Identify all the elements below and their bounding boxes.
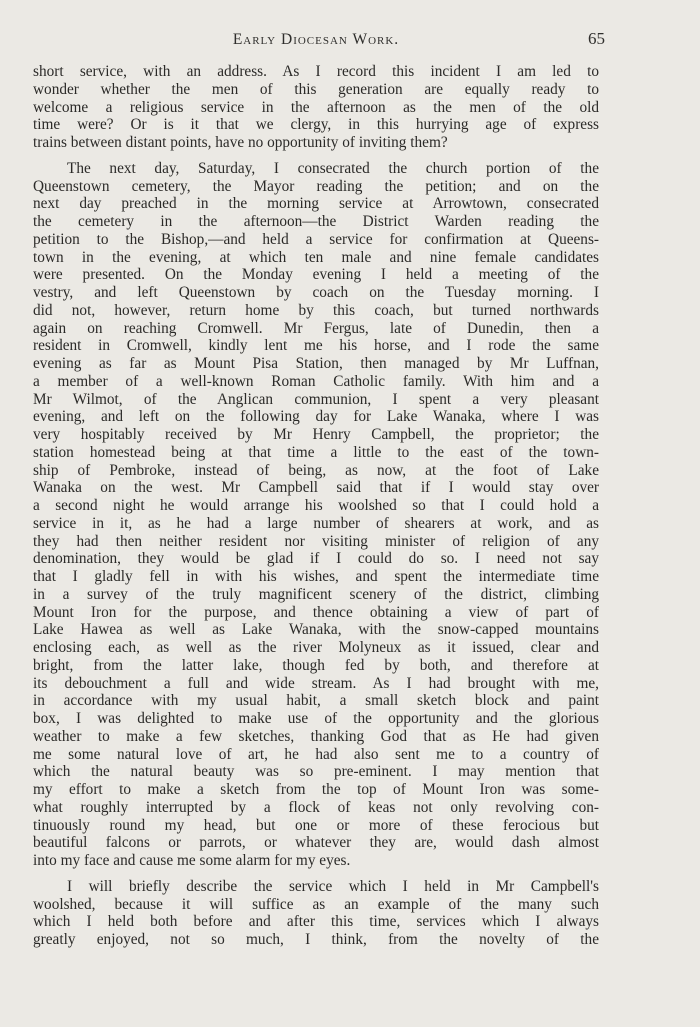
paragraph-3: [33, 878, 599, 949]
text-line: box, I was delighted to make use of the opportunity and the glorious: [33, 710, 599, 727]
text-line: town in the evening, at which ten male and nine female candidates: [33, 248, 599, 266]
text-line: station homestead being at that time a little to the east of the town-: [33, 443, 599, 461]
text-line: vestry, and left Queenstown by coach on the Tuesday morning. I: [33, 284, 599, 301]
text-line: did not, however, return home by this coach, but turned northwards: [33, 301, 599, 319]
text-line: petition to the Bishop,—and held a service for confirmation at Queens-: [33, 230, 599, 248]
text-line: which the natural beauty was so pre-eminent. I may mention that: [33, 763, 599, 781]
paragraph-1: [33, 63, 599, 152]
text-line: Lake Hawea as well as Lake Wanaka, with the snow-capped mountains: [33, 621, 599, 639]
text-line: welcome a religious service in the afternoon as the men of the old: [33, 98, 599, 116]
text-line: a second night he would arrange his woolshed so that I could hold a: [33, 497, 599, 514]
text-line: Mount Iron for the purpose, and thence obtaining a view of part of: [33, 603, 599, 621]
text-line: short service, with an address. As I record this incident I am led to: [33, 63, 599, 80]
text-line: Mr Wilmot, of the Anglican communion, I spent a very pleasant: [33, 390, 599, 408]
text-line: the cemetery in the afternoon—the District Warden reading the: [33, 213, 599, 230]
text-line: my effort to make a sketch from the top of Mount Iron was some-: [33, 781, 599, 798]
text-line: weather to make a few sketches, thanking God that as He had given: [33, 727, 599, 745]
text-line: they had then neither resident nor visiting minister of religion of any: [33, 532, 599, 550]
text-line: wonder whether the men of this generation are equally ready to: [33, 80, 599, 98]
paragraph-2: [33, 160, 599, 870]
text-line: resident in Cromwell, kindly lent me his horse, and I rode the same: [33, 337, 599, 355]
running-title: Early Diocesan Work.: [232, 31, 400, 48]
text-line: which I held both before and after this time, services which I always: [33, 913, 599, 931]
text-line: next day preached in the morning service at Arrowtown, consecrated: [33, 195, 599, 213]
text-line: The next day, Saturday, I consecrated the church portion of the: [67, 159, 599, 177]
text-line: evening as far as Mount Pisa Station, then managed by Mr Luffnan,: [33, 355, 599, 372]
text-line: greatly enjoyed, not so much, I think, from the novelty of the: [33, 931, 599, 948]
text-line: ship of Pembroke, instead of being, as now, at the foot of Lake: [33, 461, 599, 479]
text-line: Wanaka on the west. Mr Campbell said that if I would stay over: [33, 479, 599, 497]
text-line: into my face and cause me some alarm for my eyes.: [33, 852, 351, 869]
text-line: me some natural love of art, he had also sent me to a country of: [33, 745, 599, 763]
text-line: Queenstown cemetery, the Mayor reading the petition; and on the: [33, 177, 599, 195]
text-line: enclosing each, as well as the river Molyneux as it issued, clear and: [33, 639, 599, 656]
text-line: tinuously round my head, but one or more of these ferocious but: [33, 816, 599, 834]
text-line: again on reaching Cromwell. Mr Fergus, late of Dunedin, then a: [33, 319, 599, 337]
text-line: evening, and left on the following day for Lake Wanaka, where I was: [33, 408, 599, 426]
text-line: were presented. On the Monday evening I held a meeting of the: [33, 266, 599, 284]
text-line: time were? Or is it that we clergy, in this hurrying age of express: [33, 116, 599, 134]
page-header: [33, 29, 605, 53]
page-number: 65: [588, 29, 605, 48]
text-line: a member of a well-known Roman Catholic family. With him and a: [33, 372, 599, 390]
text-line: what roughly interrupted by a flock of keas not only revolving con-: [33, 798, 599, 816]
text-line: very hospitably received by Mr Henry Campbell, the proprietor; the: [33, 426, 599, 443]
text-line: in accordance with my usual habit, a small sketch block and paint: [33, 692, 599, 710]
text-line: beautiful falcons or parrots, or whatever they are, would dash almost: [33, 834, 599, 852]
text-line: I will briefly describe the service which I held in Mr Campbell's: [67, 877, 599, 895]
body-text: [33, 63, 599, 949]
text-line: trains between distant points, have no opportunity of inviting them?: [33, 134, 448, 151]
text-line: service in it, as he had a large number of shearers at work, and as: [33, 514, 599, 532]
text-line: woolshed, because it will suffice as an example of the many such: [33, 895, 599, 913]
text-line: its debouchment a full and wide stream. As I had brought with me,: [33, 674, 599, 692]
text-line: denomination, they would be glad if I could do so. I need not say: [33, 550, 599, 568]
text-line: bright, from the latter lake, though fed by both, and therefore at: [33, 656, 599, 674]
text-line: that I gladly fell in with his wishes, and spent the intermediate time: [33, 568, 599, 585]
text-line: in a survey of the truly magnificent scenery of the district, climbing: [33, 585, 599, 603]
